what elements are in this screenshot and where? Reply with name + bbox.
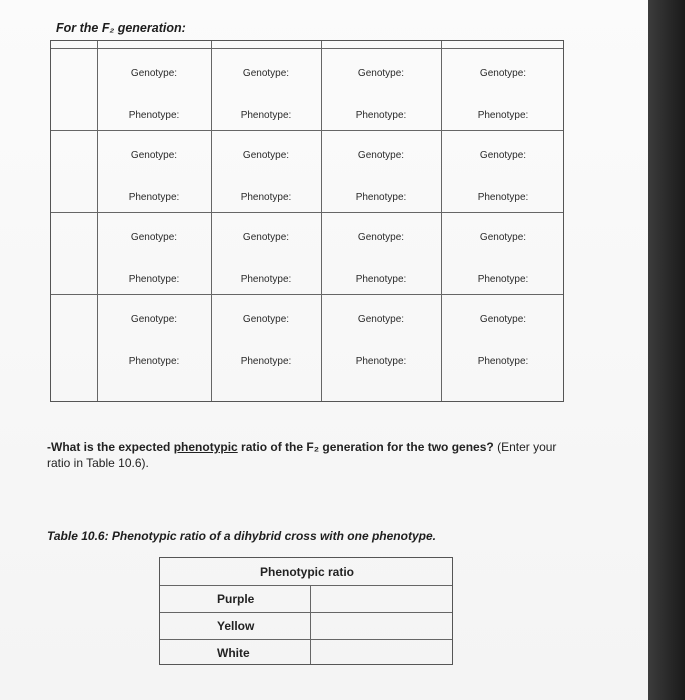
phenotype-label: Phenotype: — [477, 356, 529, 367]
ratio-row-label: Purple — [217, 592, 255, 606]
ratio-table-header: Phenotypic ratio — [260, 565, 355, 579]
grid-row-divider — [51, 48, 563, 49]
genotype-label: Genotype: — [130, 68, 178, 79]
genotype-label: Genotype: — [357, 150, 405, 161]
phenotype-label: Phenotype: — [240, 356, 292, 367]
phenotype-label: Phenotype: — [477, 274, 529, 285]
question-underlined: phenotypic — [173, 440, 238, 454]
phenotype-label: Phenotype: — [477, 110, 529, 121]
genotype-label: Genotype: — [242, 232, 290, 243]
ratio-value-cell[interactable] — [311, 613, 452, 638]
ratio-row-label: White — [217, 646, 250, 660]
question-bold-rest: ratio of the F₂ generation for the two genes? — [237, 440, 494, 454]
genotype-label: Genotype: — [242, 150, 290, 161]
grid-column-divider — [97, 41, 98, 401]
section-heading: For the F₂ generation: — [56, 21, 186, 35]
ratio-value-cell[interactable] — [311, 640, 452, 665]
ratio-value-cell[interactable] — [311, 586, 452, 611]
grid-column-divider — [321, 41, 322, 401]
phenotypic-ratio-table — [159, 557, 453, 665]
genotype-label: Genotype: — [242, 314, 290, 325]
phenotype-label: Phenotype: — [355, 356, 407, 367]
phenotype-label: Phenotype: — [128, 192, 180, 203]
genotype-label: Genotype: — [479, 150, 527, 161]
phenotype-label: Phenotype: — [128, 356, 180, 367]
question-plain-rest: (Enter your ratio in Table 10.6). — [47, 440, 557, 470]
table-caption: Table 10.6: Phenotypic ratio of a dihybrid cross with one phenotype. — [47, 529, 436, 543]
punnett-square — [50, 40, 564, 402]
question-prefix: -What is the expected — [47, 440, 174, 454]
grid-row-divider — [51, 212, 563, 213]
grid-row-divider — [51, 294, 563, 295]
genotype-label: Genotype: — [242, 68, 290, 79]
phenotype-label: Phenotype: — [240, 110, 292, 121]
ratio-row-label: Yellow — [217, 619, 255, 633]
phenotype-label: Phenotype: — [240, 274, 292, 285]
phenotype-label: Phenotype: — [128, 110, 180, 121]
grid-column-divider — [441, 41, 442, 401]
phenotype-label: Phenotype: — [355, 110, 407, 121]
genotype-label: Genotype: — [130, 314, 178, 325]
question-text — [47, 439, 567, 471]
phenotype-label: Phenotype: — [477, 192, 529, 203]
genotype-label: Genotype: — [357, 68, 405, 79]
phenotype-label: Phenotype: — [355, 274, 407, 285]
genotype-label: Genotype: — [357, 232, 405, 243]
genotype-label: Genotype: — [357, 314, 405, 325]
grid-row-divider — [51, 130, 563, 131]
background-edge — [648, 0, 685, 700]
genotype-label: Genotype: — [479, 68, 527, 79]
genotype-label: Genotype: — [130, 150, 178, 161]
genotype-label: Genotype: — [130, 232, 178, 243]
phenotype-label: Phenotype: — [240, 192, 292, 203]
genotype-label: Genotype: — [479, 314, 527, 325]
phenotype-label: Phenotype: — [355, 192, 407, 203]
grid-column-divider — [211, 41, 212, 401]
genotype-label: Genotype: — [479, 232, 527, 243]
phenotype-label: Phenotype: — [128, 274, 180, 285]
